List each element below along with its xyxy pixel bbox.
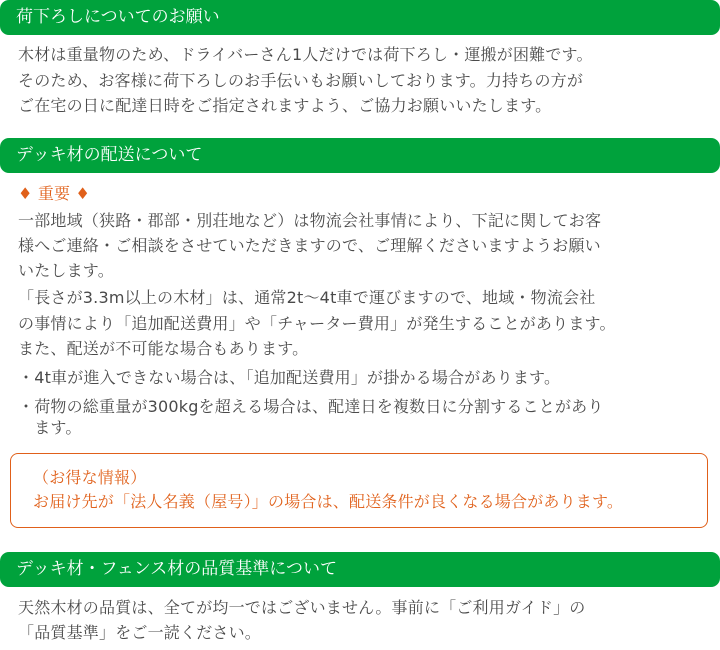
notice-box — [10, 453, 708, 528]
section-header-unloading: 荷下ろしについてのお願い — [0, 0, 720, 35]
body-text: 木材は重量物のため、ドライバーさん1人だけでは荷下ろし・運搬が困難です。 — [18, 45, 593, 64]
section-header-delivery: デッキ材の配送について — [0, 138, 720, 173]
body-text: 「長さが3.3m以上の木材」は、通常2t〜4t車で運びますので、地域・物流会社 — [18, 288, 596, 307]
body-text: の事情により「追加配送費用」や「チャーター費用」が発生することがあります。 — [18, 314, 616, 333]
bullet-item: ・荷物の総重量が300kgを超える場合は、配達日を複数日に分割することがあり — [18, 397, 604, 416]
body-text: いたします。 — [18, 261, 114, 280]
important-label: ♦ 重要 ♦ — [18, 184, 91, 203]
body-text: ご在宅の日に配達日時をご指定されますよう、ご協力お願いいたします。 — [18, 96, 552, 115]
section-header-quality: デッキ材・フェンス材の品質基準について — [0, 552, 720, 587]
bullet-item: ・4t車が進入できない場合は、「追加配送費用」が掛かる場合があります。 — [18, 368, 561, 387]
notice-text: お届け先が「法人名義（屋号）」の場合は、配送条件が良くなる場合があります。 — [33, 492, 624, 511]
body-text: 「品質基準」をご一読ください。 — [18, 623, 262, 642]
body-text: また、配送が不可能な場合もあります。 — [18, 339, 309, 358]
bullet-item: ます。 — [18, 418, 82, 437]
body-text: 様へご連絡・ご相談をさせていただきますので、ご理解くださいますようお願い — [18, 236, 601, 255]
body-text: 一部地域（狭路・郡部・別荘地など）は物流会社事情により、下記に関してお客 — [18, 211, 602, 230]
body-text: 天然木材の品質は、全てが均一ではございません。事前に「ご利用ガイド」の — [18, 598, 586, 617]
notice-heading: （お得な情報） — [33, 468, 147, 487]
body-text: そのため、お客様に荷下ろしのお手伝いもお願いしております。力持ちの方が — [18, 71, 584, 90]
